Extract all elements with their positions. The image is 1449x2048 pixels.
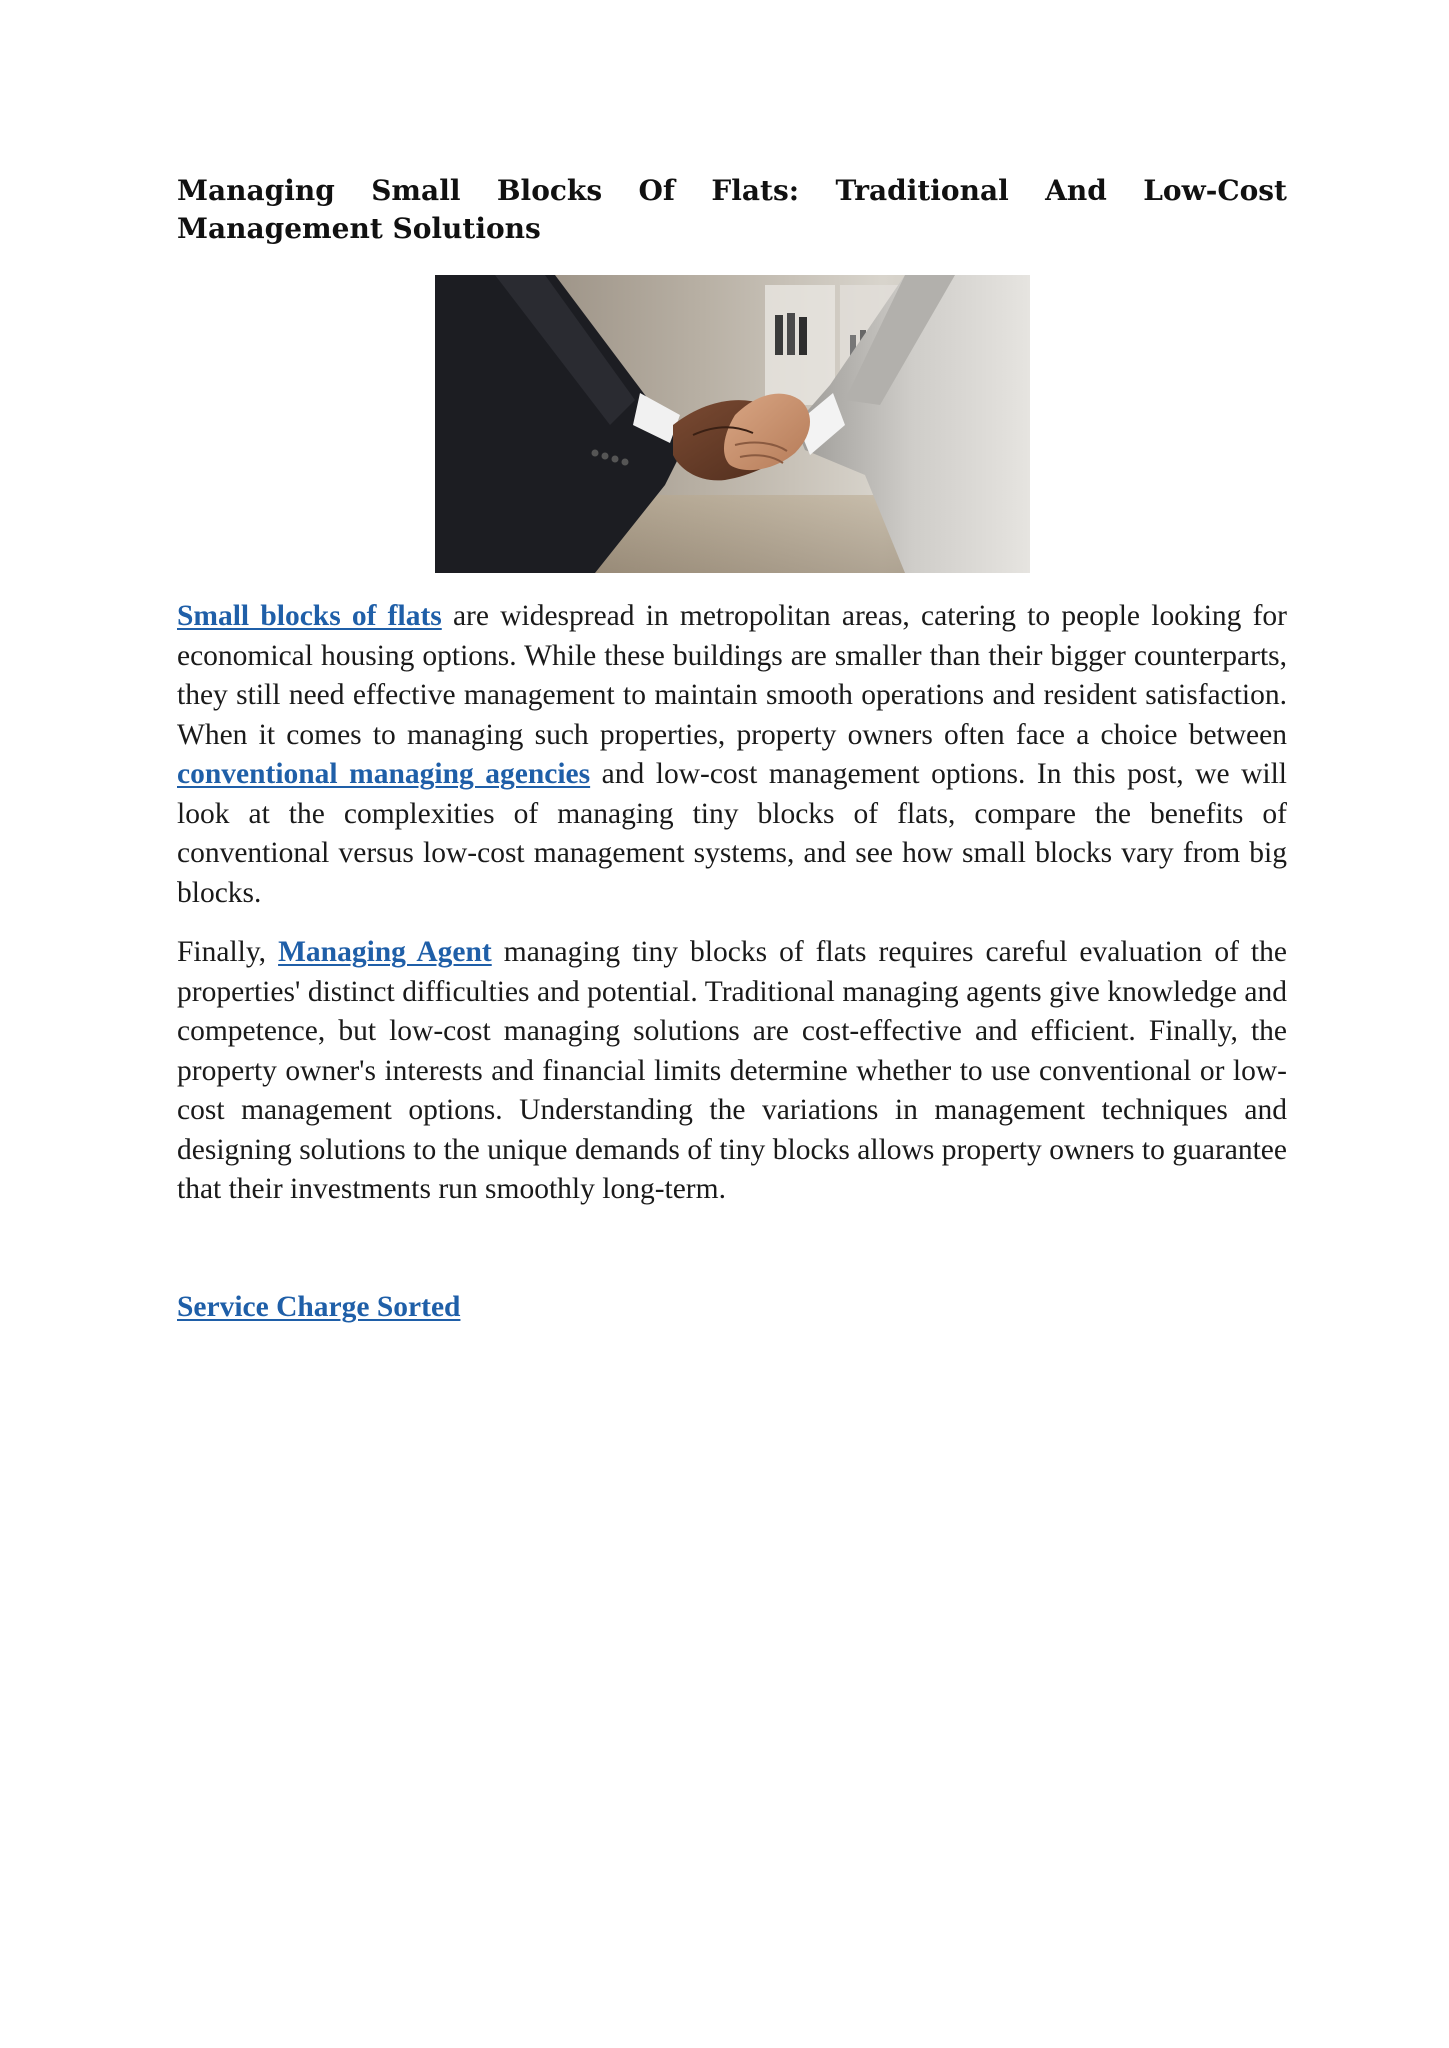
intro-paragraph xyxy=(177,597,1287,913)
managing-agent-link[interactable]: Managing Agent xyxy=(278,936,492,968)
conclusion-text-part2: managing tiny blocks of flats requires careful evaluation of the properties' distinct difficulties and potential. Traditional managing agents give knowledge and competence, but low-cost managing solutions are cost-effective and efficient. Finally, the property owner's interests and financial limits determine whether to use conventional or low-cost management options. Understanding the variations in management techniques and designing solutions to the unique demands of tiny blocks allows property owners to guarantee that their investments run smoothly long-term. xyxy=(177,936,1287,1205)
footer-link-container xyxy=(177,1288,1287,1328)
conventional-managing-agencies-link[interactable]: conventional managing agencies xyxy=(177,758,591,790)
handshake-photo xyxy=(435,275,1030,573)
document-page xyxy=(177,172,1287,1327)
small-blocks-of-flats-link[interactable]: Small blocks of flats xyxy=(177,600,442,632)
conclusion-text-part1: Finally, xyxy=(177,936,279,968)
intro-text-part2: and low-cost management options. In this post, we will look at the complexities of managing tiny blocks of flats, compare the benefits of conventional versus low-cost management systems, and see how small blocks vary from big blocks. xyxy=(177,758,1288,909)
conclusion-paragraph xyxy=(177,933,1287,1210)
document-title: Managing Small Blocks Of Flats: Traditional And Low-Cost Management Solutions xyxy=(177,174,1287,245)
service-charge-sorted-link[interactable]: Service Charge Sorted xyxy=(177,1290,461,1323)
intro-text-part1: are widespread in metropolitan areas, catering to people looking for economical housing options. While these buildings are smaller than their bigger counterparts, they still need effective management to maintain smooth operations and resident satisfaction. When it comes to managing such properties, property owners often face a choice between xyxy=(177,600,1287,751)
